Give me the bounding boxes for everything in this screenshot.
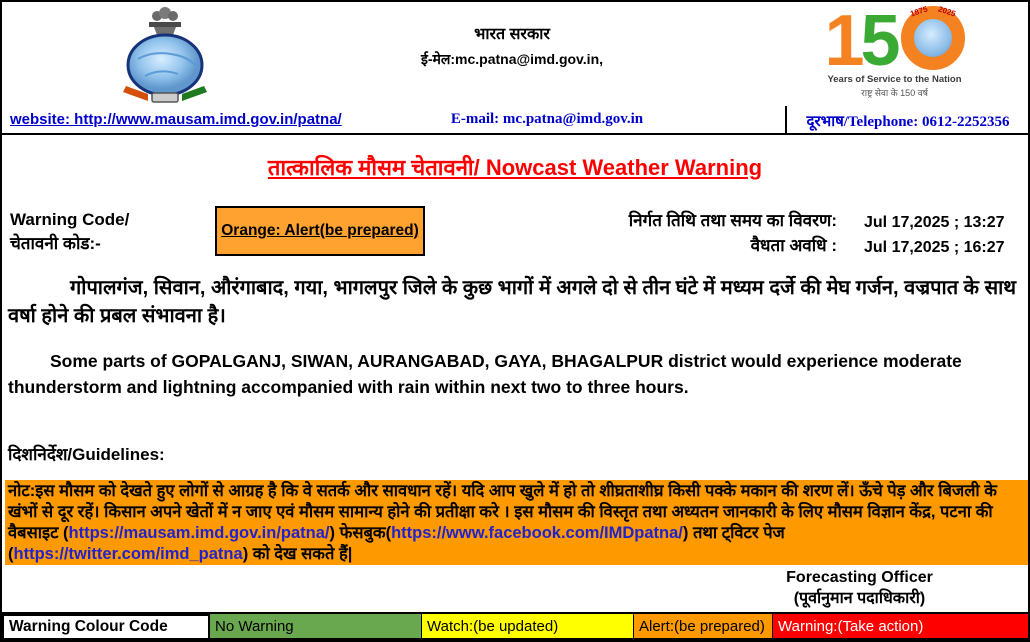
note-text-segment: ) तथा ट्विटर पेज ( (8, 524, 785, 563)
contact-divider (785, 106, 787, 133)
advisory-note (5, 480, 1029, 565)
logo-tagline-english: Years of Service to the Nation (827, 74, 962, 85)
website-link[interactable]: website: http://www.mausam.imd.gov.in/patna/ (10, 111, 342, 128)
issue-values (864, 210, 1024, 260)
signature-line-english: Forecasting Officer (786, 569, 933, 586)
colour-code-cell: Alert:(be prepared) (634, 614, 773, 640)
colour-code-cell: Warning:(Take action) (773, 614, 1028, 640)
header-divider (2, 133, 1028, 135)
colour-code-cell: No Warning (210, 614, 422, 640)
imd-emblem-graphic (100, 4, 230, 106)
note-link[interactable]: https://www.facebook.com/IMDpatna/ (391, 524, 683, 542)
logo-globe-ring (901, 6, 965, 70)
contact-bar (2, 106, 1028, 133)
telephone-label: दूरभाष/Telephone: 0612-2252356 (806, 114, 1010, 130)
validity-period-value: Jul 17,2025 ; 16:27 (864, 239, 1005, 256)
note-link[interactable]: https://mausam.imd.gov.in/patna/ (68, 524, 330, 542)
forecasting-officer-signature (772, 567, 947, 609)
colour-code-cell: Watch:(be updated) (422, 614, 634, 640)
warning-code-label-hi: चेतावनी कोड:- (10, 234, 101, 253)
issue-labels (472, 208, 837, 258)
government-of-india-label: भारत सरकार (474, 26, 550, 43)
warning-paragraph-english: Some parts of GOPALGANJ, SIWAN, AURANGABAD, GAYA, BHAGALPUR district would experience moderate thunderstorm and lightning accompanied with rain within next two to three hours. (8, 351, 962, 397)
note-text-segment: नोट:इस मौसम को देखते हुए लोगों से आग्रह है कि वे सतर्क और सावधान रहें। यदि आप खुले में हो तो शीघ्रताशीघ्र किसी पक्के मकान की शरण लें। ऊँचे पेड़ और बिजली के खंभों से दूर रहें। किसान अपने खेतों में न जाए एवं मौसम सामान्य होने की प्रतीक्षा करे । इस मौसम की विस्तृत तथा अध्यतन जानकारी के लिए मौसम विज्ञान केंद्र, पटना की वैबसाइट ( (8, 482, 997, 542)
warning-paragraph-hindi: गोपालगंज, सिवान, औरंगाबाद, गया, भागलपुर जिले के कुछ भागों में अगले दो से तीन घंटे में मध्यम दर्जे की मेघ गर्जन, वज्रपात के साथ वर्षा होने की प्रबल संभावना है। (8, 277, 1017, 327)
logo-year-end: 2025 (936, 4, 957, 19)
warning-code-label (10, 208, 129, 256)
email-hindi-label: ई-मेल:mc.patna@imd.gov.in, (420, 51, 604, 67)
imd-150-years-logo (797, 1, 992, 106)
government-header (392, 22, 632, 69)
issued-datetime-value: Jul 17,2025 ; 13:27 (864, 214, 1005, 231)
issued-datetime-label: निर्गत तिथि तथा समय का विवरण: (628, 211, 837, 230)
warning-code-badge: Orange: Alert(be prepared) (215, 206, 425, 256)
warning-code-label-en: Warning Code/ (10, 210, 130, 229)
validity-period-label: वैधता अवधि : (750, 236, 837, 255)
note-link[interactable]: https://twitter.com/imd_patna (13, 545, 243, 563)
warning-colour-code-bar (2, 612, 1028, 640)
email-link[interactable]: E-mail: mc.patna@imd.gov.in (450, 111, 644, 127)
logo-digit-1: 1 (824, 1, 861, 81)
signature-line-hindi: (पूर्वानुमान पदाधिकारी) (793, 590, 926, 607)
colour-code-legend-label: Warning Colour Code (2, 614, 210, 640)
logo-year-start: 1875 (908, 4, 929, 19)
page-title: तात्कालिक मौसम चेतावनी/ Nowcast Weather Warning (267, 155, 763, 180)
imd-logo (100, 4, 230, 106)
note-text-segment: ) को देख सकते हैं| (242, 545, 353, 563)
note-text-segment: ) फेसबुक( (329, 524, 392, 542)
logo-digit-5: 5 (860, 1, 899, 81)
guidelines-label: दिशनिर्देश/Guidelines: (8, 445, 165, 464)
logo-tagline-hindi: राष्ट्र सेवा के 150 वर्ष (861, 88, 928, 98)
